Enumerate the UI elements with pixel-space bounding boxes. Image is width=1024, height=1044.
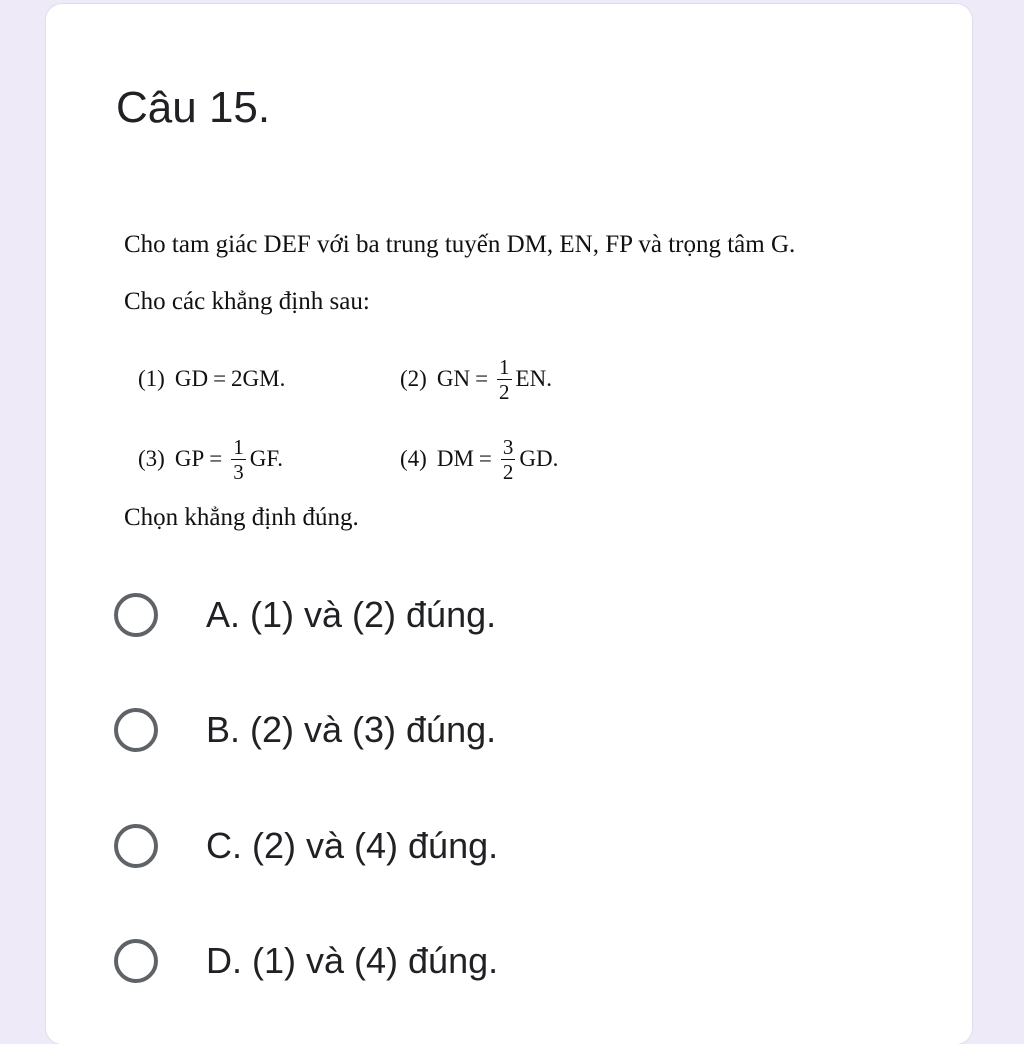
statement-lhs: DM <box>436 446 474 471</box>
statement-number: (4) <box>400 446 427 471</box>
fraction <box>497 355 512 404</box>
statement-eq: = <box>213 366 227 391</box>
statement-rhs: GD. <box>519 446 559 471</box>
option-b[interactable] <box>114 700 496 760</box>
statement-2 <box>400 344 552 414</box>
option-c[interactable] <box>114 816 498 876</box>
fraction <box>231 435 246 484</box>
statement-lhs: GP <box>174 446 205 471</box>
question-prompt: Chọn khẳng định đúng. <box>124 504 359 531</box>
statement-eq: = <box>478 446 492 471</box>
option-label: B. (2) và (3) đúng. <box>206 709 497 750</box>
statement-4 <box>400 424 558 494</box>
option-label: D. (1) và (4) đúng. <box>206 940 499 981</box>
statement-lhs: GD <box>174 366 209 391</box>
fraction-denominator: 2 <box>499 379 510 404</box>
radio-unchecked-icon[interactable] <box>114 593 158 637</box>
question-title: Câu 15. <box>116 83 271 132</box>
option-label: A. (1) và (2) đúng. <box>206 594 497 635</box>
question-subtext: Cho các khẳng định sau: <box>124 288 370 315</box>
radio-unchecked-icon[interactable] <box>114 939 158 983</box>
option-a[interactable] <box>114 585 496 645</box>
fraction-numerator: 1 <box>233 434 244 459</box>
option-d[interactable] <box>114 931 498 991</box>
fraction <box>501 435 516 484</box>
question-text: Cho tam giác DEF với ba trung tuyến DM, EN, FP và trọng tâm G. <box>124 231 796 258</box>
fraction-denominator: 3 <box>233 459 244 484</box>
option-label: C. (2) và (4) đúng. <box>206 825 499 866</box>
statement-1 <box>138 344 285 414</box>
statement-number: (3) <box>138 446 165 471</box>
statement-number: (2) <box>400 366 427 391</box>
statement-rhs: 2GM. <box>231 366 286 391</box>
statement-rhs: EN. <box>515 366 552 391</box>
statement-rhs: GF. <box>249 446 284 471</box>
fraction-denominator: 2 <box>502 459 514 484</box>
fraction-numerator: 3 <box>502 434 514 459</box>
statement-3 <box>138 424 283 494</box>
statement-eq: = <box>209 446 223 471</box>
radio-unchecked-icon[interactable] <box>114 708 158 752</box>
radio-unchecked-icon[interactable] <box>114 824 158 868</box>
fraction-numerator: 1 <box>499 354 510 379</box>
statement-number: (1) <box>138 366 165 391</box>
statement-lhs: GN <box>436 366 471 391</box>
statement-eq: = <box>475 366 489 391</box>
